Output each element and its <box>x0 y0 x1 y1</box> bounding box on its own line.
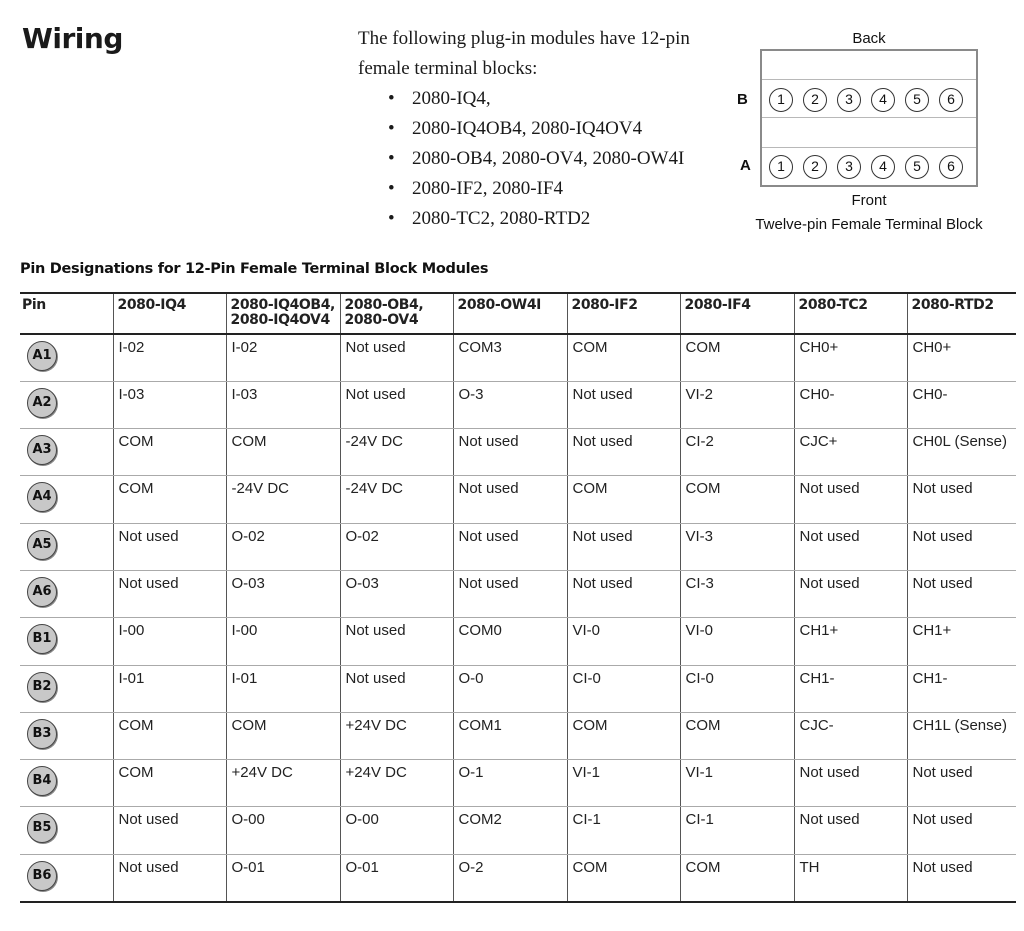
bullet: • <box>388 178 395 199</box>
pin-cell <box>20 429 113 476</box>
table-cell: COM <box>567 334 680 381</box>
bullet: • <box>388 208 395 229</box>
pin-cell <box>20 334 113 381</box>
table-cell: O-0 <box>453 665 567 712</box>
column-header <box>907 293 1016 334</box>
pin-badge: B6 <box>27 861 57 891</box>
table-cell: COM <box>226 429 340 476</box>
column-header-text: 2080-OV4 <box>344 312 419 328</box>
table-cell: COM <box>113 712 226 759</box>
column-header-text: 2080-TC2 <box>798 297 868 313</box>
table-cell: COM2 <box>453 807 567 854</box>
module-list <box>358 84 738 234</box>
table-cell: Not used <box>340 334 453 381</box>
table-cell: Not used <box>453 429 567 476</box>
pin-cell <box>20 760 113 807</box>
table-row <box>20 334 1016 381</box>
table-cell: Not used <box>794 476 907 523</box>
table-body <box>20 334 1016 902</box>
bullet: • <box>388 148 395 169</box>
table-cell: I-03 <box>226 381 340 428</box>
table-cell: CH1+ <box>794 618 907 665</box>
terminal-pin: 3 <box>837 155 861 179</box>
table-cell: COM1 <box>453 712 567 759</box>
pin-cell <box>20 476 113 523</box>
column-header-text: Pin <box>22 297 46 313</box>
table-cell: CI-1 <box>567 807 680 854</box>
module-name: 2080-IQ4OB4, 2080-IQ4OV4 <box>412 118 643 139</box>
table-cell: Not used <box>907 760 1016 807</box>
pin-badge: A1 <box>27 341 57 371</box>
pin-badge: B4 <box>27 766 57 796</box>
terminal-pin: 4 <box>871 155 895 179</box>
terminal-pin: 4 <box>871 88 895 112</box>
table-cell: +24V DC <box>226 760 340 807</box>
table-cell: VI-0 <box>680 618 794 665</box>
table-cell: COM <box>567 712 680 759</box>
table-row <box>20 665 1016 712</box>
table-cell: Not used <box>453 523 567 570</box>
table-cell: I-02 <box>226 334 340 381</box>
module-name: 2080-TC2, 2080-RTD2 <box>412 208 591 229</box>
table-cell: VI-0 <box>567 618 680 665</box>
pin-cell <box>20 854 113 901</box>
page-title: Wiring <box>22 22 123 55</box>
module-list-item <box>358 204 738 234</box>
table-cell: Not used <box>567 523 680 570</box>
terminal-block-front-label: Front <box>851 192 887 209</box>
module-list-item <box>358 144 738 174</box>
table-cell: Not used <box>567 570 680 617</box>
module-name: 2080-IQ4, <box>412 88 491 109</box>
table-cell: Not used <box>907 570 1016 617</box>
table-cell: COM <box>113 476 226 523</box>
table-cell: CH0+ <box>907 334 1016 381</box>
table-cell: I-00 <box>226 618 340 665</box>
terminal-pin: 5 <box>905 88 929 112</box>
terminal-block-diagram <box>760 49 978 187</box>
column-header <box>340 293 453 334</box>
table-cell: O-02 <box>226 523 340 570</box>
table-cell: O-00 <box>226 807 340 854</box>
pin-badge: A4 <box>27 482 57 512</box>
table-cell: Not used <box>794 523 907 570</box>
table-cell: VI-1 <box>567 760 680 807</box>
table-cell: Not used <box>907 523 1016 570</box>
table-row <box>20 807 1016 854</box>
column-header <box>567 293 680 334</box>
table-cell: CI-2 <box>680 429 794 476</box>
table-cell: VI-1 <box>680 760 794 807</box>
column-header <box>226 293 340 334</box>
row-a-label: A <box>740 157 751 174</box>
table-cell: Not used <box>907 854 1016 901</box>
table-row <box>20 854 1016 901</box>
table-cell: Not used <box>113 807 226 854</box>
table-cell: O-01 <box>340 854 453 901</box>
column-header-text: 2080-IQ4OV4 <box>230 312 330 328</box>
table-cell: O-03 <box>226 570 340 617</box>
table-cell: CH1- <box>907 665 1016 712</box>
table-cell: COM <box>567 854 680 901</box>
module-name: 2080-IF2, 2080-IF4 <box>412 178 563 199</box>
table-cell: CI-0 <box>567 665 680 712</box>
table-row <box>20 523 1016 570</box>
table-cell: O-1 <box>453 760 567 807</box>
column-header-text: 2080-IF2 <box>571 297 638 313</box>
terminal-pin: 1 <box>769 88 793 112</box>
module-list-item <box>358 84 738 114</box>
table-cell: O-03 <box>340 570 453 617</box>
pin-cell <box>20 618 113 665</box>
intro-section <box>358 24 738 234</box>
divider <box>762 117 976 118</box>
table-cell: +24V DC <box>340 760 453 807</box>
table-cell: Not used <box>340 381 453 428</box>
table-cell: -24V DC <box>340 429 453 476</box>
header-row <box>20 293 1016 334</box>
table-cell: COM <box>113 429 226 476</box>
table-cell: CI-3 <box>680 570 794 617</box>
terminal-pin: 2 <box>803 88 827 112</box>
table-cell: Not used <box>907 807 1016 854</box>
table-cell: VI-3 <box>680 523 794 570</box>
module-list-item <box>358 114 738 144</box>
table-cell: CI-0 <box>680 665 794 712</box>
divider <box>762 147 976 148</box>
table-cell: Not used <box>794 760 907 807</box>
table-cell: COM <box>567 476 680 523</box>
terminal-row-b <box>762 87 976 115</box>
terminal-pin: 6 <box>939 155 963 179</box>
table-cell: COM0 <box>453 618 567 665</box>
table-header <box>20 293 1016 334</box>
terminal-row-a <box>762 154 976 182</box>
pin-badge: A5 <box>27 530 57 560</box>
table-cell: I-01 <box>226 665 340 712</box>
terminal-pin: 5 <box>905 155 929 179</box>
table-cell: COM <box>680 476 794 523</box>
terminal-block-caption: Twelve-pin Female Terminal Block <box>755 216 983 233</box>
pin-badge: A6 <box>27 577 57 607</box>
table-cell: COM3 <box>453 334 567 381</box>
table-cell: COM <box>680 854 794 901</box>
table-cell: O-02 <box>340 523 453 570</box>
table-cell: COM <box>680 334 794 381</box>
table-cell: I-03 <box>113 381 226 428</box>
column-header-text: 2080-OB4, <box>344 297 424 313</box>
table-cell: Not used <box>113 523 226 570</box>
table-cell: -24V DC <box>226 476 340 523</box>
pin-cell <box>20 523 113 570</box>
table-cell: CH0- <box>794 381 907 428</box>
table-cell: CH1L (Sense) <box>907 712 1016 759</box>
column-header-text: 2080-IQ4OB4, <box>230 297 335 313</box>
table-cell: CJC+ <box>794 429 907 476</box>
module-list-item <box>358 174 738 204</box>
table-cell: CH0- <box>907 381 1016 428</box>
pin-cell <box>20 807 113 854</box>
row-b-label: B <box>737 91 748 108</box>
table-row <box>20 476 1016 523</box>
bullet: • <box>388 88 395 109</box>
table-title: Pin Designations for 12-Pin Female Terminal Block Modules <box>20 261 489 277</box>
column-header-text: 2080-RTD2 <box>911 297 994 313</box>
table-cell: Not used <box>567 429 680 476</box>
table-cell: Not used <box>453 476 567 523</box>
terminal-pin: 2 <box>803 155 827 179</box>
table-cell: COM <box>113 760 226 807</box>
table-row <box>20 381 1016 428</box>
pin-badge: B1 <box>27 624 57 654</box>
column-header-text: 2080-IQ4 <box>117 297 186 313</box>
terminal-pin: 6 <box>939 88 963 112</box>
terminal-pin: 1 <box>769 155 793 179</box>
table-cell: O-01 <box>226 854 340 901</box>
table-cell: I-02 <box>113 334 226 381</box>
table-cell: I-01 <box>113 665 226 712</box>
pin-cell <box>20 712 113 759</box>
table-cell: Not used <box>794 807 907 854</box>
pin-cell <box>20 570 113 617</box>
column-header <box>20 293 113 334</box>
column-header <box>680 293 794 334</box>
pin-badge: A2 <box>27 388 57 418</box>
column-header-text: 2080-OW4I <box>457 297 541 313</box>
table-cell: COM <box>680 712 794 759</box>
table-cell: Not used <box>567 381 680 428</box>
table-row <box>20 760 1016 807</box>
pin-cell <box>20 665 113 712</box>
table-row <box>20 712 1016 759</box>
table-cell: O-00 <box>340 807 453 854</box>
pin-badge: B3 <box>27 719 57 749</box>
table-cell: -24V DC <box>340 476 453 523</box>
table-cell: TH <box>794 854 907 901</box>
table-cell: COM <box>226 712 340 759</box>
table-cell: Not used <box>113 570 226 617</box>
table-cell: Not used <box>794 570 907 617</box>
table-cell: CH0L (Sense) <box>907 429 1016 476</box>
pin-cell <box>20 381 113 428</box>
table-cell: CI-1 <box>680 807 794 854</box>
table-cell: CJC- <box>794 712 907 759</box>
table-cell: Not used <box>340 665 453 712</box>
pin-badge: A3 <box>27 435 57 465</box>
bullet: • <box>388 118 395 139</box>
divider <box>762 79 976 80</box>
column-header <box>453 293 567 334</box>
column-header-text: 2080-IF4 <box>684 297 751 313</box>
table-cell: O-3 <box>453 381 567 428</box>
terminal-block-back-label: Back <box>852 30 886 47</box>
table-cell: VI-2 <box>680 381 794 428</box>
column-header <box>113 293 226 334</box>
module-name: 2080-OB4, 2080-OV4, 2080-OW4I <box>412 148 685 169</box>
terminal-pin: 3 <box>837 88 861 112</box>
table-row <box>20 618 1016 665</box>
column-header <box>794 293 907 334</box>
table-row <box>20 570 1016 617</box>
table-cell: Not used <box>340 618 453 665</box>
pin-designation-table <box>20 292 1016 903</box>
table-cell: CH1+ <box>907 618 1016 665</box>
table-cell: I-00 <box>113 618 226 665</box>
pin-badge: B2 <box>27 672 57 702</box>
table-cell: CH0+ <box>794 334 907 381</box>
table-cell: Not used <box>113 854 226 901</box>
table-cell: +24V DC <box>340 712 453 759</box>
pin-badge: B5 <box>27 813 57 843</box>
table-row <box>20 429 1016 476</box>
table-cell: CH1- <box>794 665 907 712</box>
table-cell: Not used <box>453 570 567 617</box>
table-cell: Not used <box>907 476 1016 523</box>
intro-text: The following plug-in modules have 12-pin female terminal blocks: <box>358 28 690 79</box>
table-cell: O-2 <box>453 854 567 901</box>
